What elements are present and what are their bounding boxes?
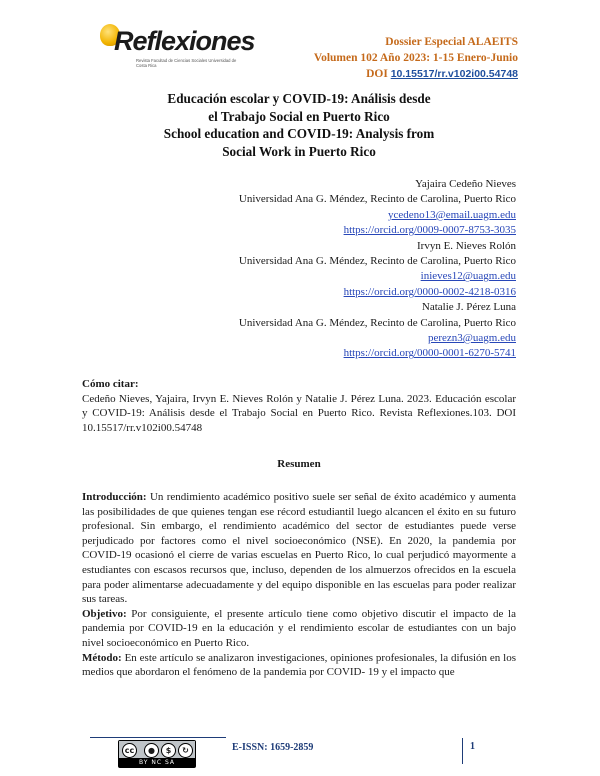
citation-text: Cedeño Nieves, Yajaira, Irvyn E. Nieves Rolón y Natalie J. Pérez Luna. 2023. Educación escolar y COVID-19: Análisis desde el Trabajo Social en Puerto Rico. Revista Reflexiones.103. DOI 10.15517/rr.v102i00.54748: [82, 392, 516, 434]
abstract-heading: Resumen: [277, 458, 321, 470]
abstract-introduction: [82, 490, 516, 607]
title-en-line1: School education and COVID-19: Analysis from: [163, 126, 435, 141]
author-affiliation: Universidad Ana G. Méndez, Recinto de Carolina, Puerto Rico: [238, 193, 516, 206]
citation-block: [82, 377, 516, 435]
volume-line: Volumen 102 Año 2023: 1-15 Enero-Junio: [313, 52, 518, 64]
issn: E-ISSN: 1659-2859: [232, 742, 314, 753]
author-orcid-link[interactable]: https://orcid.org/0009-0007-8753-3035: [343, 224, 516, 237]
footer-divider: [462, 738, 463, 764]
page-number: 1: [470, 741, 475, 752]
abstract-method: [82, 651, 516, 680]
dossier-line: Dossier Especial ALAEITS: [385, 36, 518, 48]
intro-label: Introducción:: [82, 491, 147, 503]
journal-logo: [96, 22, 255, 70]
sa-icon: ↻: [178, 743, 193, 758]
journal-header: [314, 34, 518, 82]
citation-heading: Cómo citar:: [82, 378, 139, 390]
article-title: [82, 90, 516, 160]
doi-label: DOI: [366, 68, 388, 80]
title-en-line2: Social Work in Puerto Rico: [222, 143, 376, 159]
logo-wordmark: Reflexiones: [114, 26, 255, 56]
method-text: En este artículo se analizaron investigaciones, opiniones profesionales, la difusión en los medios que abordaron el fenómeno de la pandemia por COVID- 19 y el impacto que: [82, 651, 516, 679]
title-es-line2: el Trabajo Social en Puerto Rico: [208, 108, 390, 124]
author-name: Natalie J. Pérez Luna: [421, 301, 516, 314]
cc-icon: cc: [122, 743, 137, 758]
author-affiliation: Universidad Ana G. Méndez, Recinto de Carolina, Puerto Rico: [238, 255, 516, 268]
author-affiliation: Universidad Ana G. Méndez, Recinto de Carolina, Puerto Rico: [238, 316, 516, 329]
by-icon: ●: [144, 743, 159, 758]
author-orcid-link[interactable]: https://orcid.org/0000-0001-6270-5741: [343, 347, 516, 360]
author-email-link[interactable]: ycedeno13@email.uagm.edu: [387, 208, 516, 221]
author-name: Irvyn E. Nieves Rolón: [417, 239, 516, 252]
abstract-objective: [82, 607, 516, 651]
license-terms: BY NC SA: [119, 758, 195, 767]
footer-rule: [90, 737, 226, 738]
method-label: Método:: [82, 651, 122, 664]
intro-text: Un rendimiento académico positivo suele ser señal de éxito académico y aumenta las posibilidades de que quienes tengan ese récord estudiantil luego alcancen el éxito en su futuro profesional. Sin embargo, el rendimiento académico del sector de estudiantes puede verse perjudicado por factores como el nivel socioeconómico (NSE). En 2020, la pandemia por COVID-19 ocasionó el cierre de varias escuelas en Puerto Rico, lo cual perjudicó mayormente a estudiantes con escasos recursos que, incluso, dependen de los almuerzos ofrecidos en la escuela para poder alimentarse adecuadamente y del equipo disponible en las escuelas para poder realizar sus tareas.: [82, 491, 516, 606]
objective-label: Objetivo:: [82, 607, 127, 620]
cc-license-badge[interactable]: [118, 740, 196, 768]
authors-block: [239, 177, 516, 362]
author-email-link[interactable]: perezn3@uagm.edu: [427, 332, 516, 345]
title-es-line1: Educación escolar y COVID-19: Análisis desde: [167, 91, 431, 106]
nc-icon: $: [161, 743, 176, 758]
logo-tagline: Revista Facultad de Ciencias Sociales Universidad de Costa Rica: [136, 58, 237, 68]
doi-line: [314, 66, 518, 82]
objective-text: Por consiguiente, el presente artículo tiene como objetivo discutir el impacto de la pandemia por COVID-19 en la educación y el rendimiento escolar de estudiantes con un bajo nivel socioeconómico en Puerto Rico.: [82, 607, 516, 649]
abstract-body: [82, 490, 516, 680]
author-orcid-link[interactable]: https://orcid.org/0000-0002-4218-0316: [343, 285, 516, 298]
author-email-link[interactable]: inieves12@uagm.edu: [420, 270, 516, 283]
doi-link[interactable]: 10.15517/rr.v102i00.54748: [390, 68, 518, 80]
author-name: Yajaira Cedeño Nieves: [415, 178, 516, 190]
